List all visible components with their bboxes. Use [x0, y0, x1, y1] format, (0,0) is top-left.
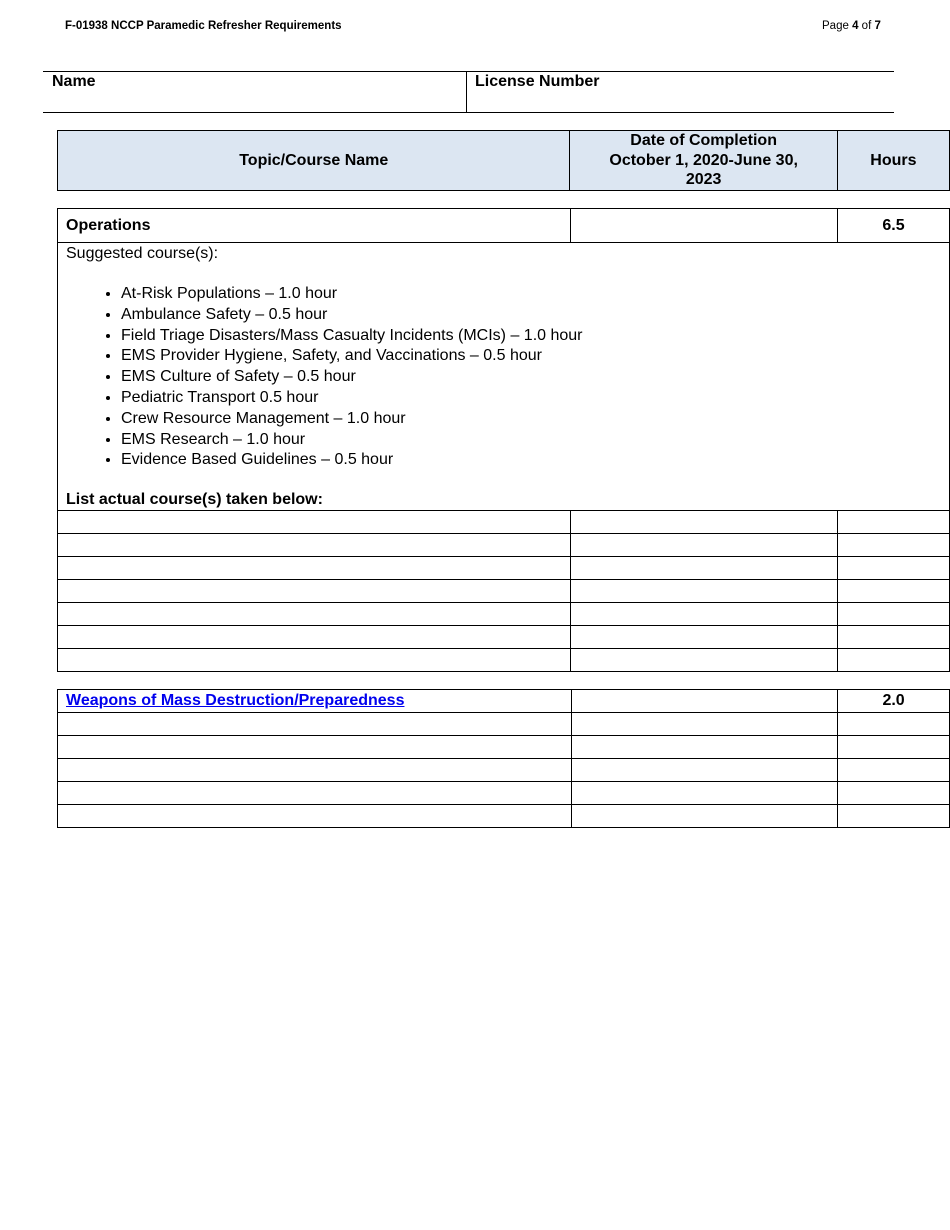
- hours-cell[interactable]: [837, 511, 949, 534]
- course-entry-row: [58, 534, 950, 557]
- completion-date-cell[interactable]: [571, 534, 838, 557]
- course-name-cell[interactable]: [58, 713, 572, 736]
- suggested-course-item: • Crew Resource Management – 1.0 hour: [121, 409, 941, 430]
- course-entry-row: [58, 649, 950, 672]
- course-entry-row: [58, 557, 950, 580]
- name-divider: [466, 72, 467, 112]
- wmd-date-cell[interactable]: [572, 690, 838, 713]
- course-name-cell[interactable]: [58, 736, 572, 759]
- completion-date-cell[interactable]: [572, 713, 838, 736]
- hours-cell[interactable]: [837, 603, 949, 626]
- operations-description: [58, 243, 950, 511]
- wmd-table: [57, 689, 950, 828]
- course-name-cell[interactable]: [58, 557, 571, 580]
- course-entry-row: [58, 782, 950, 805]
- hours-cell[interactable]: [838, 759, 950, 782]
- suggested-course-item: • Pediatric Transport 0.5 hour: [121, 388, 941, 409]
- completion-date-cell[interactable]: [571, 603, 838, 626]
- completion-date-cell[interactable]: [572, 736, 838, 759]
- hours-cell[interactable]: [838, 805, 950, 828]
- hours-cell[interactable]: [837, 649, 949, 672]
- date-column-header: [570, 131, 837, 191]
- course-name-cell[interactable]: [58, 580, 571, 603]
- operations-hours: 6.5: [837, 209, 949, 243]
- hours-cell[interactable]: [837, 534, 949, 557]
- form-title: F-01938 NCCP Paramedic Refresher Requirements: [65, 20, 342, 32]
- name-license-box: [43, 71, 894, 113]
- hours-cell[interactable]: [838, 713, 950, 736]
- suggested-course-item: • EMS Research – 1.0 hour: [121, 430, 941, 451]
- operations-table: [57, 208, 950, 672]
- suggested-course-item: • Field Triage Disasters/Mass Casualty Incidents (MCIs) – 1.0 hour: [121, 326, 941, 347]
- course-entry-row: [58, 626, 950, 649]
- course-name-cell[interactable]: [58, 511, 571, 534]
- course-entry-row: [58, 580, 950, 603]
- suggested-courses-list: [66, 284, 941, 471]
- license-number-field[interactable]: License Number: [475, 73, 600, 90]
- hours-cell[interactable]: [837, 557, 949, 580]
- suggested-course-item: • EMS Culture of Safety – 0.5 hour: [121, 367, 941, 388]
- course-name-cell[interactable]: [58, 603, 571, 626]
- completion-date-cell[interactable]: [572, 782, 838, 805]
- operations-title: Operations: [58, 209, 571, 243]
- page-word: Page: [822, 20, 849, 32]
- course-name-cell[interactable]: [58, 534, 571, 557]
- hours-cell[interactable]: [837, 626, 949, 649]
- course-name-cell[interactable]: [58, 626, 571, 649]
- hours-column-header: Hours: [837, 131, 949, 191]
- page-of: of: [861, 20, 872, 32]
- course-name-cell[interactable]: [58, 805, 572, 828]
- hours-cell[interactable]: [838, 736, 950, 759]
- date-header-line3: 2023: [685, 171, 722, 188]
- course-entry-row: [58, 736, 950, 759]
- suggested-course-item: • Ambulance Safety – 0.5 hour: [121, 305, 941, 326]
- page-total: 7: [874, 20, 881, 32]
- hours-cell[interactable]: [838, 782, 950, 805]
- course-entry-row: [58, 713, 950, 736]
- suggested-course-item: • EMS Provider Hygiene, Safety, and Vaccinations – 0.5 hour: [121, 346, 941, 367]
- topic-column-header: Topic/Course Name: [58, 131, 570, 191]
- name-field[interactable]: Name: [52, 73, 96, 90]
- page-indicator: [822, 20, 881, 32]
- course-entry-row: [58, 603, 950, 626]
- wmd-title-cell: [58, 690, 572, 713]
- wmd-title-link[interactable]: Weapons of Mass Destruction/Preparedness: [66, 692, 405, 709]
- course-name-cell[interactable]: [58, 759, 572, 782]
- suggested-course-item: • At-Risk Populations – 1.0 hour: [121, 284, 941, 305]
- course-name-cell[interactable]: [58, 649, 571, 672]
- hours-cell[interactable]: [837, 580, 949, 603]
- course-entry-row: [58, 805, 950, 828]
- completion-date-cell[interactable]: [571, 580, 838, 603]
- course-entry-row: [58, 759, 950, 782]
- table-header: [57, 130, 950, 191]
- list-actual-courses-label: List actual course(s) taken below:: [66, 491, 323, 509]
- date-header-line1: Date of Completion: [630, 132, 777, 149]
- suggested-course-item: • Evidence Based Guidelines – 0.5 hour: [121, 450, 941, 471]
- suggested-courses-label: Suggested course(s):: [66, 245, 219, 262]
- completion-date-cell[interactable]: [572, 805, 838, 828]
- completion-date-cell[interactable]: [572, 759, 838, 782]
- wmd-hours: 2.0: [838, 690, 950, 713]
- completion-date-cell[interactable]: [571, 511, 838, 534]
- date-header-line2: October 1, 2020-June 30,: [609, 151, 798, 169]
- completion-date-cell[interactable]: [571, 557, 838, 580]
- page-current: 4: [852, 20, 859, 32]
- operations-date-cell[interactable]: [571, 209, 838, 243]
- course-entry-row: [58, 511, 950, 534]
- completion-date-cell[interactable]: [571, 626, 838, 649]
- completion-date-cell[interactable]: [571, 649, 838, 672]
- course-name-cell[interactable]: [58, 782, 572, 805]
